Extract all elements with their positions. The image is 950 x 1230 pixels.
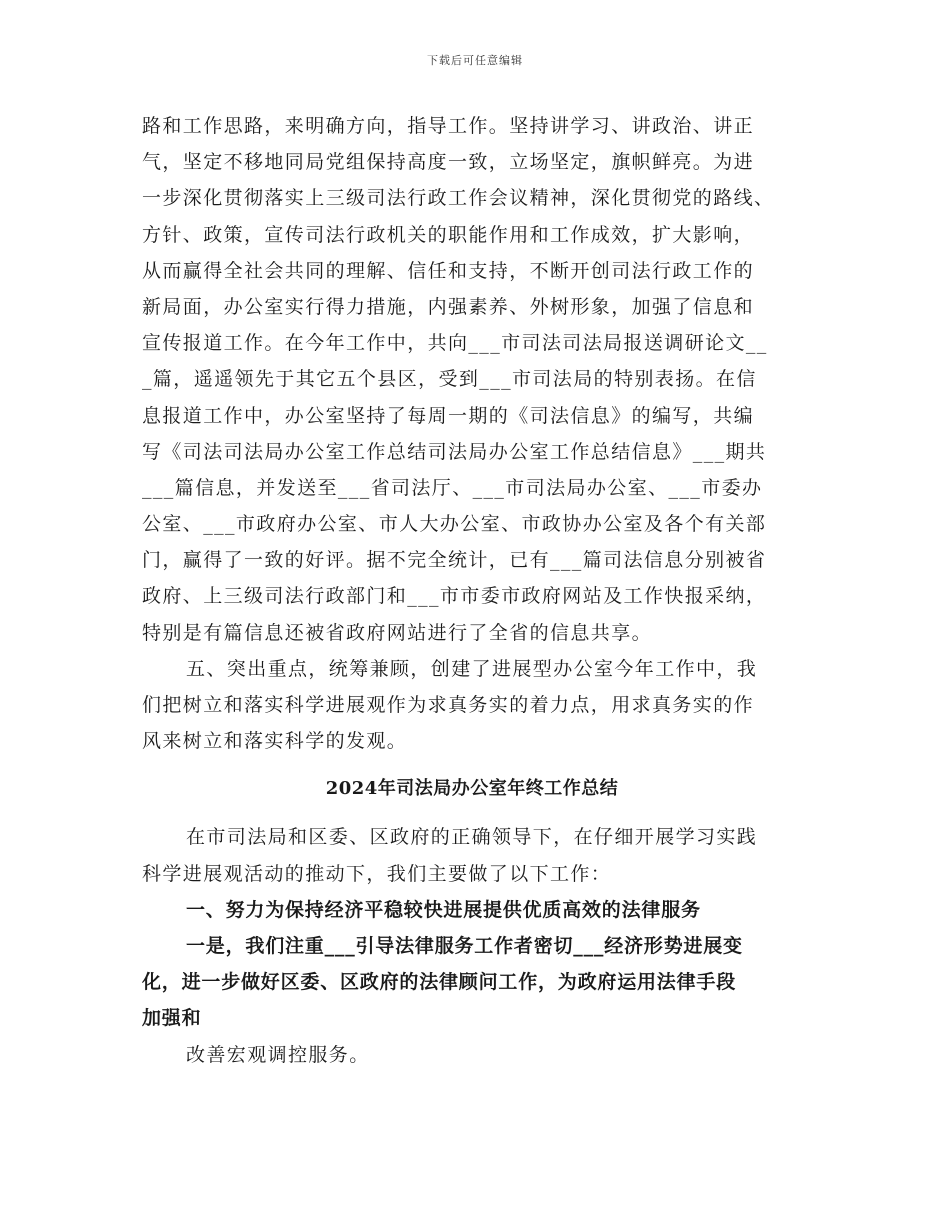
text-line: 化，进一步做好区委、区政府的法律顾问工作，为政府运用法律手段 <box>142 971 737 994</box>
paragraph-bold-section <box>142 892 822 1037</box>
text-line: 气，坚定不移地同局党组保持高度一致，立场坚定，旗帜鲜亮。为进 <box>142 151 755 174</box>
text-line: 路和工作思路，来明确方向，指导工作。坚持讲学习、讲政治、讲正 <box>142 115 755 137</box>
text-line: 政府、上三级司法行政部门和___市市委市政府网站及工作快报采纳， <box>142 585 767 608</box>
text-line: 一是，我们注重___引导法律服务工作者密切___经济形势进展变 <box>186 934 743 957</box>
text-line: 门，赢得了一致的好评。据不完全统计，已有___篇司法信息分别被省 <box>142 549 767 572</box>
text-line: ___篇信息，并发送至___省司法厅、___市司法局办公室、___市委办 <box>142 476 763 499</box>
paragraph-continued <box>142 108 822 651</box>
text-line: 宣传报道工作。在今年工作中，共向___市司法司法局报送调研论文__ <box>142 332 768 355</box>
text-line: 特别是有篇信息还被省政府网站进行了全省的信息共享。 <box>142 621 653 644</box>
text-line: 在市司法局和区委、区政府的正确领导下，在仔细开展学习实践 <box>186 826 758 849</box>
paragraph-closing <box>142 1037 822 1073</box>
paragraph-section-five <box>142 651 822 760</box>
text-line: 科学进展观活动的推动下，我们主要做了以下工作： <box>142 862 612 885</box>
section-heading: 一、努力为保持经济平稳较快进展提供优质高效的法律服务 <box>186 898 701 921</box>
text-line: 加强和 <box>142 1007 202 1030</box>
text-line: 五、突出重点，统筹兼顾，创建了进展型办公室今年工作中，我 <box>186 657 758 680</box>
text-line: 写《司法司法局办公室工作总结司法局办公室工作总结信息》___期共 <box>142 440 767 463</box>
text-line: 们把树立和落实科学进展观作为求真务实的着力点，用求真务实的作 <box>142 694 755 716</box>
text-line: 方针、政策，宣传司法行政机关的职能作用和工作成效，扩大影响， <box>142 223 755 246</box>
text-line: 风来树立和落实科学的发观。 <box>142 730 408 753</box>
page-header-note: 下载后可任意编辑 <box>427 54 523 67</box>
document-body <box>142 108 822 1073</box>
text-line: 一步深化贯彻落实上三级司法行政工作会议精神，深化贯彻党的路线、 <box>142 187 775 210</box>
text-line: 息报道工作中，办公室坚持了每周一期的《司法信息》的编写，共编 <box>142 404 755 427</box>
text-line: 从而赢得全社会共同的理解、信任和支持，不断开创司法行政工作的 <box>142 259 755 282</box>
text-line: 新局面，办公室实行得力措施，内强素养、外树形象，加强了信息和 <box>142 295 755 318</box>
text-line: 公室、___市政府办公室、市人大办公室、市政协办公室及各个有关部 <box>142 513 767 536</box>
paragraph-intro <box>142 819 822 891</box>
text-line: 改善宏观调控服务。 <box>186 1043 370 1066</box>
text-line: _篇，遥遥领先于其它五个县区，受到___市司法局的特别表扬。在信 <box>142 368 757 391</box>
document-title: 2024年司法局办公室年终工作总结 <box>325 778 619 800</box>
